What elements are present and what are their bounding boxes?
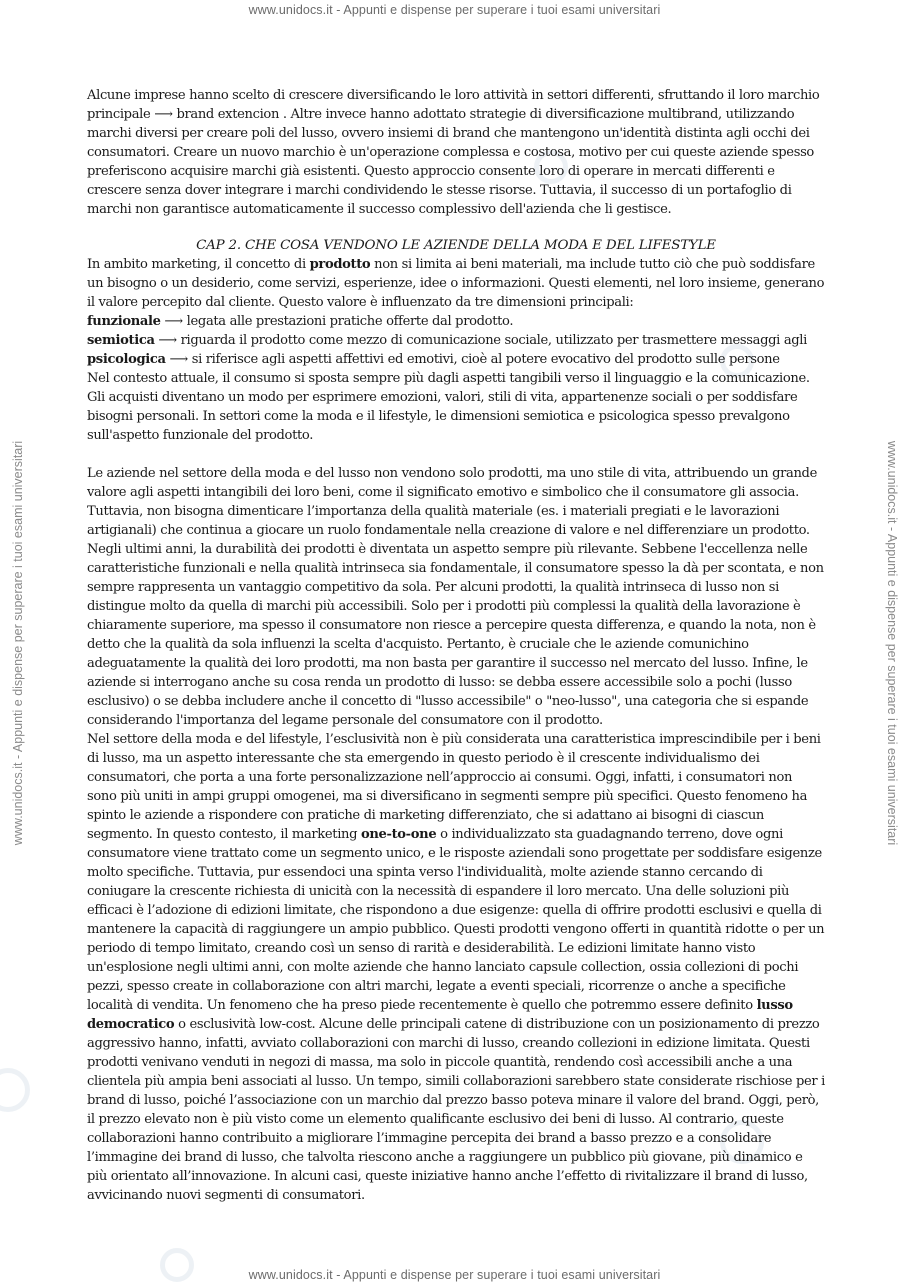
- header-watermark: www.unidocs.it - Appunti e dispense per superare i tuoi esami universitari: [248, 3, 661, 17]
- dimension-psychological: psicologica ⟶ si riferisce agli aspetti affettivi ed emotivi, cioè al potere evocativo del prodotto sulle persone: [87, 352, 780, 367]
- dimension-functional: funzionale ⟶ legata alle prestazioni pratiche offerte dal prodotto.: [87, 314, 514, 329]
- footer-watermark: www.unidocs.it - Appunti e dispense per superare i tuoi esami universitari: [248, 1268, 661, 1282]
- paragraph-intro: Alcune imprese hanno scelto di crescere diversificando le loro attività in settori differenti, sfruttando il loro marchio principale ⟶ brand extencion . Altre invece hanno adottato strategie di diversificazione multibrand, utilizzando marchi diversi per creare poli del lusso, ovvero insiemi di brand che mantengono un'identità distinta agli occhi dei consumatori. Creare un nuovo marchio è un'operazione complessa e costosa, motivo per cui queste aziende spesso preferiscono acquisire marchi già esistenti. Questo approccio consente loro di operare in mercati differenti e crescere senza dover integrare i marchi condividendo le stesse risorse. Tuttavia, il successo di un portafoglio di marchi non garantisce automaticamente il successo complessivo dell'azienda che li gestisce.: [87, 88, 820, 217]
- left-side-watermark: www.unidocs.it - Appunti e dispense per superare i tuoi esami universitari: [11, 440, 25, 846]
- paragraph-fashion-luxury: Le aziende nel settore della moda e del lusso non vendono solo prodotti, ma uno stile di vita, attribuendo un grande valore agli aspetti intangibili dei loro beni, come il significato emotivo e simbolico che il consumatore gli associa. Tuttavia, non bisogna dimenticare l’importanza della qualità materiale (es. i materiali pregiati e le lavorazioni artigianali) che continua a giocare un ruolo fondamentale nella creazione di valore e nel differenziare un prodotto. Negli ultimi anni, la durabilità dei prodotti è diventata un aspetto sempre più rilevante. Sebbene l'eccellenza nelle caratteristiche funzionali e nella qualità intrinseca sia fondamentale, il consumatore spesso la dà per scontata, e non sempre rappresenta un vantaggio competitivo da sola. Per alcuni prodotti, la qualità intrinseca di lusso non si distingue molto da quella di marchi più accessibili. Solo per i prodotti più complessi la qualità della lavorazione è chiaramente superiore, ma spesso il consumatore non riesce a percepire questa differenza, e quando la nota, non è detto che la qualità da sola influenzi la scelta d'acquisto. Pertanto, è cruciale che le aziende comunichino adeguatamente la qualità dei loro prodotti, ma non basta per garantire il successo nel mercato del lusso. Infine, le aziende si interrogano anche su cosa renda un prodotto di lusso: se debba essere accessibile solo a pochi (lusso esclusivo) o se debba includere anche il concetto di "lusso accessibile" o "neo-lusso", una categoria che si espande considerando l'importanza del legame personale del consumatore con il prodotto.: [87, 466, 824, 728]
- dimension-semiotic: semiotica ⟶ riguarda il prodotto come mezzo di comunicazione sociale, utilizzato per trasmettere messaggi agli: [87, 333, 807, 348]
- right-side-watermark: www.unidocs.it - Appunti e dispense per superare i tuoi esami universitari: [885, 440, 899, 846]
- document-body: [87, 86, 825, 1205]
- paragraph-product: In ambito marketing, il concetto di prodotto non si limita ai beni materiali, ma include tutto ciò che può soddisfare un bisogno o un desiderio, come servizi, esperienze, idee o informazioni. Questi elementi, nel loro insieme, generano il valore percepito dal cliente. Questo valore è influenzato da tre dimensioni principali:: [87, 257, 825, 310]
- paragraph-context: Nel contesto attuale, il consumo si sposta sempre più dagli aspetti tangibili verso il linguaggio e la comunicazione. Gli acquisti diventano un modo per esprimere emozioni, valori, stili di vita, appartenenze sociali o per soddisfare bisogni personali. In settori come la moda e il lifestyle, le dimensioni semiotica e psicologica spesso prevalgono sull'aspetto funzionale del prodotto.: [87, 371, 810, 443]
- chapter-title: CAP 2. CHE COSA VENDONO LE AZIENDE DELLA MODA E DEL LIFESTYLE: [196, 238, 716, 253]
- paragraph-individualism: Nel settore della moda e del lifestyle, l’esclusività non è più considerata una caratteristica imprescindibile per i beni di lusso, ma un aspetto interessante che sta emergendo in questo periodo è il crescente individualismo dei consumatori, che porta a una forte personalizzazione nell’approccio ai consumi. Oggi, infatti, i consumatori non sono più uniti in ampi gruppi omogenei, ma si diversificano in segmenti sempre più specifici. Questo fenomeno ha spinto le aziende a rispondere con pratiche di marketing differenziato, che si adattano ai bisogni di ciascun segmento. In questo contesto, il marketing one-to-one o individualizzato sta guadagnando terreno, dove ogni consumatore viene trattato come un segmento unico, e le risposte aziendali sono progettate per soddisfare esigenze molto specifiche. Tuttavia, pur essendoci una spinta verso l'individualità, molte aziende stanno cercando di coniugare la crescente richiesta di unicità con la necessità di espandere il loro mercato. Una delle soluzioni più efficaci è l’adozione di edizioni limitate, che rispondono a due esigenze: quella di offrire prodotti esclusivi e quella di mantenere la capacità di raggiungere un ampio pubblico. Questi prodotti vengono offerti in quantità ridotte o per un periodo di tempo limitato, creando così un senso di rarità e desiderabilità. Le edizioni limitate hanno visto un'esplosione negli ultimi anni, con molte aziende che hanno lanciato capsule collection, ossia collezioni di pochi pezzi, spesso create in collaborazione con altri marchi, legate a eventi speciali, ricorrenze o anche a specifiche località di vendita. Un fenomeno che ha preso piede recentemente è quello che potremmo essere definito lusso democratico o esclusività low-cost. Alcune delle principali catene di distribuzione con un posizionamento di prezzo aggressivo hanno, infatti, avviato collaborazioni con marchi di lusso, creando collezioni in edizione limitata. Questi prodotti venivano venduti in negozi di massa, ma solo in piccole quantità, rendendo così accessibili anche a una clientela più ampia beni associati al lusso. Un tempo, simili collaborazioni sarebbero state considerate rischiose per i brand di lusso, poiché l’associazione con un marchio dal prezzo basso poteva minare il valore del brand. Oggi, però, il prezzo elevato non è più visto come un elemento qualificante esclusivo dei beni di lusso. Al contrario, queste collaborazioni hanno contribuito a migliorare l’immagine percepita dei brand a basso prezzo e a consolidare l’immagine dei brand di lusso, che talvolta riescono anche a raggiungere un pubblico più giovane, più dinamico e più orientato all’innovazione. In alcuni casi, queste iniziative hanno anche l’effetto di rivitalizzare il brand di lusso, avvicinando nuovi segmenti di consumatori.: [87, 732, 825, 1203]
- watermark-logo-icon: [0, 1068, 30, 1112]
